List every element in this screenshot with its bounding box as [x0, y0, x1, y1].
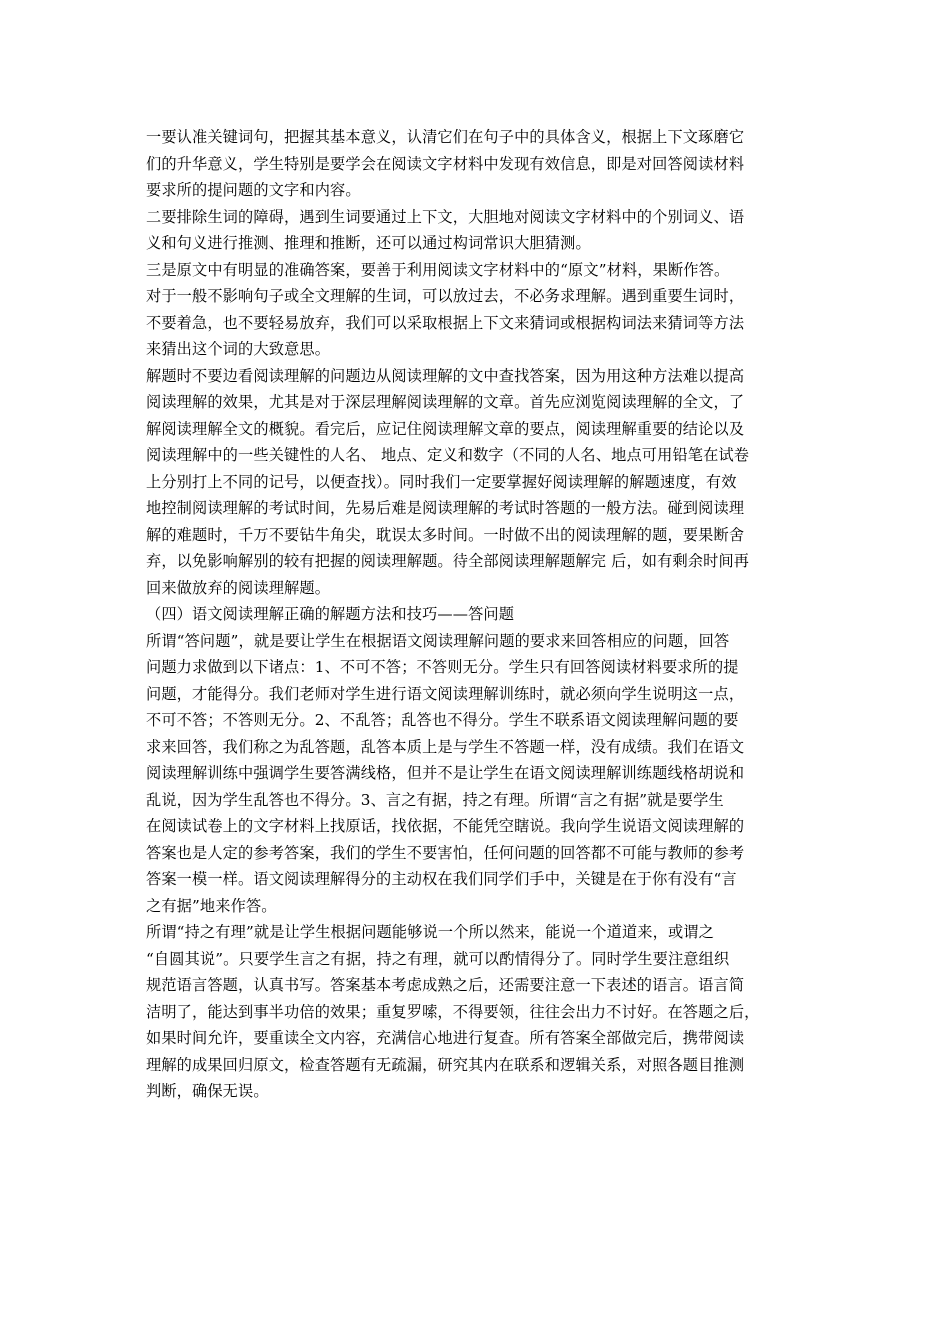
text-line: 判断，确保无误。: [146, 1082, 269, 1100]
text-line: 答案也是人定的参考答案，我们的学生不要害怕，任何问题的回答都不可能与教师的参考: [146, 843, 745, 862]
text-line: （四）语文阅读理解正确的解题方法和技巧——答问题: [146, 605, 515, 623]
text-line: 在阅读试卷上的文字材料上找原话，找依据，不能凭空瞎说。我向学生说语文阅读理解的: [146, 817, 745, 835]
text-line: 阅读理解训练中强调学生要答满线格，但并不是让学生在语文阅读理解训练题线格胡说和: [146, 764, 745, 782]
text-line: 答案一模一样。语文阅读理解得分的主动权在我们同学们手中，关键是在于你有没有“言: [146, 870, 737, 888]
text-line: 阅读理解中的一些关键性的人名、 地点、定义和数字（不同的人名、地点可用铅笔在试卷: [146, 446, 750, 464]
text-line: 不可不答；不答则无分。2、不乱答；乱答也不得分。学生不联系语文阅读理解问题的要: [146, 711, 739, 729]
text-line: 解的难题时，千万不要钻牛角尖，耽误太多时间。一时做不出的阅读理解的题，要果断舍: [146, 525, 745, 544]
document-body: [146, 124, 810, 1105]
text-line: 乱说，因为学生乱答也不得分。3、言之有据，持之有理。所谓“言之有据”就是要学生: [146, 790, 724, 809]
text-line: 解阅读理解全文的概貌。看完后，应记住阅读理解文章的要点，阅读理解重要的结论以及: [146, 419, 745, 438]
text-line: 三是原文中有明显的准确答案，要善于利用阅读文字材料中的“原文”材料，果断作答。: [146, 260, 730, 279]
text-line: 一要认准关键词句，把握其基本意义，认清它们在句子中的具体含义，根据上下文琢磨它: [146, 128, 745, 146]
text-line: “自圆其说”。只要学生言之有据，持之有理，就可以酌情得分了。同时学生要注意组织: [146, 949, 730, 968]
text-line: 所谓“答问题”，就是要让学生在根据语文阅读理解问题的要求来回答相应的问题，回答: [146, 631, 730, 650]
text-line: 回来做放弃的阅读理解题。: [146, 578, 331, 597]
text-line: 规范语言答题，认真书写。答案基本考虑成熟之后，还需要注意一下表述的语言。语言简: [146, 976, 745, 994]
text-line: 要求所的提问题的文字和内容。: [146, 181, 361, 199]
text-line: 阅读理解的效果，尤其是对于深层理解阅读理解的文章。首先应浏览阅读理解的全文，了: [146, 393, 745, 411]
text-line: 理解的成果回归原文，检查答题有无疏漏，研究其内在联系和逻辑关系，对照各题目推测: [146, 1055, 745, 1074]
text-line: 之有据”地来作答。: [146, 896, 277, 915]
text-line: 所谓“持之有理”就是让学生根据问题能够说一个所以然来，能说一个道道来，或谓之: [146, 923, 714, 941]
text-line: 来猜出这个词的大致意思。: [146, 340, 331, 358]
text-line: 弃，以免影响解别的较有把握的阅读理解题。待全部阅读理解题解完 后，如有剩余时间再: [146, 552, 750, 570]
text-line: 上分别打上不同的记号，以便查找）。同时我们一定要掌握好阅读理解的解题速度，有效: [146, 472, 737, 491]
text-line: 地控制阅读理解的考试时间，先易后难是阅读理解的考试时答题的一般方法。碰到阅读理: [146, 499, 745, 517]
text-line: 对于一般不影响句子或全文理解的生词，可以放过去，不必务求理解。遇到重要生词时，: [146, 287, 745, 305]
text-line: 解题时不要边看阅读理解的问题边从阅读理解的文中查找答案，因为用这种方法难以提高: [146, 366, 745, 385]
text-line: 问题力求做到以下诸点：1、不可不答；不答则无分。学生只有回答阅读材料要求所的提: [146, 658, 739, 676]
text-line: 洁明了，能达到事半功倍的效果；重复罗嗦，不得要领，往往会出力不讨好。在答题之后，: [146, 1002, 760, 1021]
text-line: 不要着急，也不要轻易放弃，我们可以采取根据上下文来猜词或根据构词法来猜词等方法: [146, 313, 745, 332]
text-line: 问题，才能得分。我们老师对学生进行语文阅读理解训练时，就必须向学生说明这一点，: [146, 684, 745, 703]
text-line: 义和句义进行推测、推理和推断，还可以通过构词常识大胆猜测。: [146, 234, 591, 252]
text-line: 如果时间允许，要重读全文内容，充满信心地进行复查。所有答案全部做完后，携带阅读: [146, 1029, 745, 1047]
text-line: 们的升华意义，学生特别是要学会在阅读文字材料中发现有效信息，即是对回答阅读材料: [146, 154, 745, 173]
text-line: 求来回答，我们称之为乱答题，乱答本质上是与学生不答题一样，没有成绩。我们在语文: [146, 737, 745, 756]
text-line: 二要排除生词的障碍，遇到生词要通过上下文，大胆地对阅读文字材料中的个别词义、语: [146, 207, 745, 226]
